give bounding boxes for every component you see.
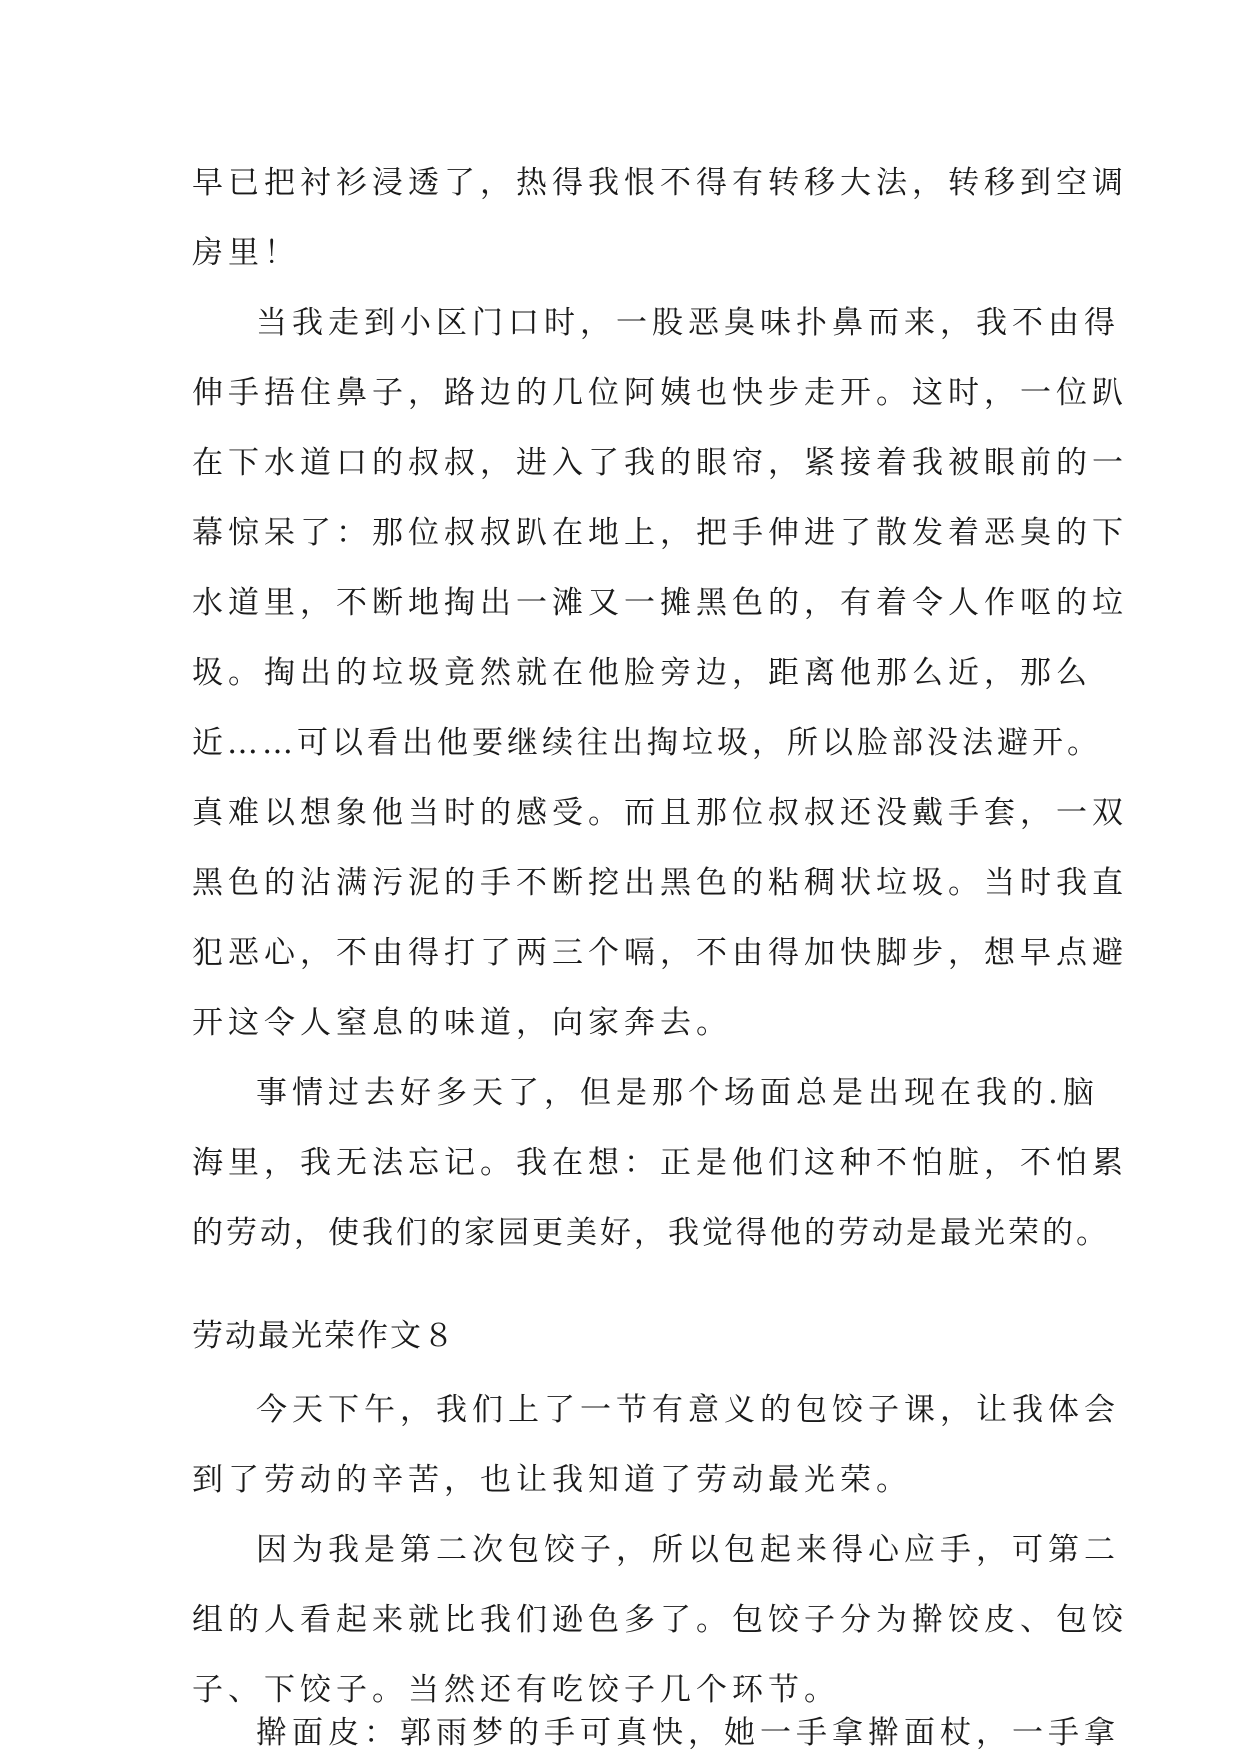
text-line: 黑色的沾满污泥的手不断挖出黑色的粘稠状垃圾。当时我直: [192, 865, 1128, 901]
text-line: 伸手捂住鼻子，路边的几位阿姨也快步走开。这时，一位趴: [192, 375, 1128, 411]
text-line: 圾。掏出的垃圾竟然就在他脸旁边，距离他那么近，那么: [192, 655, 1092, 691]
text-line: 组的人看起来就比我们逊色多了。包饺子分为擀饺皮、包饺: [192, 1602, 1128, 1638]
text-line: 到了劳动的辛苦，也让我知道了劳动最光荣。: [192, 1462, 912, 1498]
paragraph-start: 事情过去好多天了，但是那个场面总是出现在我的.脑: [256, 1075, 1099, 1111]
text-line: 早已把衬衫浸透了，热得我恨不得有转移大法，转移到空调: [192, 165, 1128, 201]
text-line: 海里，我无法忘记。我在想：正是他们这种不怕脏，不怕累: [192, 1145, 1128, 1181]
text-line: 近……可以看出他要继续往出掏垃圾，所以脸部没法避开。: [192, 725, 1102, 761]
text-line: 真难以想象他当时的感受。而且那位叔叔还没戴手套，一双: [192, 795, 1128, 831]
paragraph-start: 擀面皮：郭雨梦的手可真快，她一手拿擀面杖，一手拿: [256, 1715, 1120, 1751]
text-line: 的劳动，使我们的家园更美好，我觉得他的劳动是最光荣的。: [192, 1215, 1110, 1251]
paragraph-start: 因为我是第二次包饺子，所以包起来得心应手，可第二: [256, 1532, 1120, 1568]
text-line: 开这令人窒息的味道，向家奔去。: [192, 1005, 732, 1041]
text-line: 在下水道口的叔叔，进入了我的眼帘，紧接着我被眼前的一: [192, 445, 1128, 481]
paragraph-start: 当我走到小区门口时，一股恶臭味扑鼻而来，我不由得: [256, 305, 1120, 341]
text-line: 犯恶心，不由得打了两三个嗝，不由得加快脚步，想早点避: [192, 935, 1128, 971]
text-line: 房里！: [192, 235, 300, 271]
text-line: 幕惊呆了：那位叔叔趴在地上，把手伸进了散发着恶臭的下: [192, 515, 1128, 551]
text-line: 子、下饺子。当然还有吃饺子几个环节。: [192, 1672, 840, 1708]
text-line: 水道里，不断地掏出一滩又一摊黑色的，有着令人作呕的垃: [192, 585, 1128, 621]
section-heading: 劳动最光荣作文８: [192, 1318, 456, 1354]
paragraph-start: 今天下午，我们上了一节有意义的包饺子课，让我体会: [256, 1392, 1120, 1428]
